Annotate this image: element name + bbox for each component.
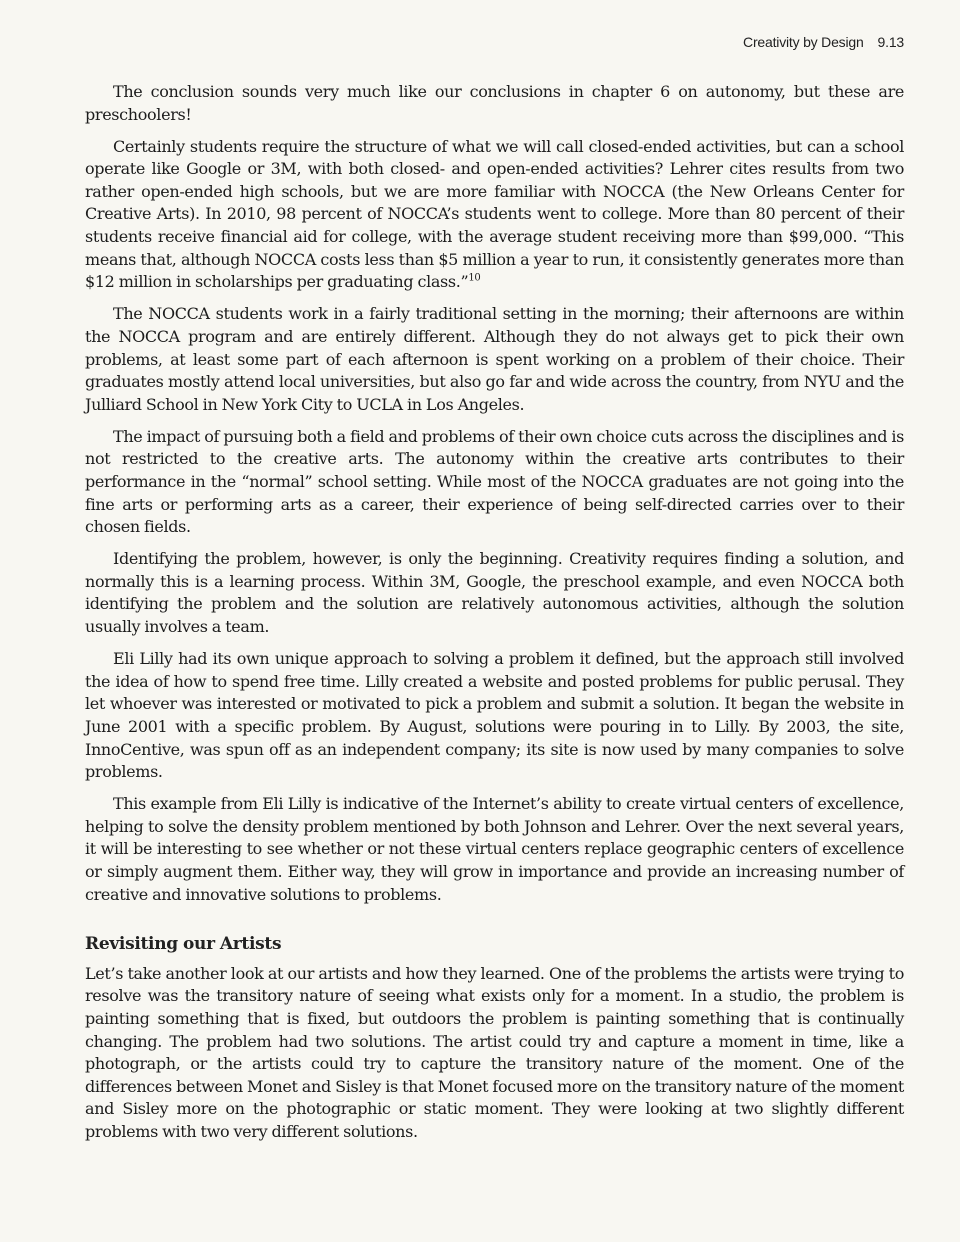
body-text <box>85 81 904 1153</box>
paragraph: The conclusion sounds very much like our conclusions in chapter 6 on autonomy, but these are preschoolers! <box>85 82 904 124</box>
running-head <box>743 34 904 50</box>
paragraph: The NOCCA students work in a fairly traditional setting in the morning; their afternoons are within the NOCCA program and are entirely different. Although they do not always get to pick their own problems, at least some part of each afternoon is spent working on a problem of their choice. Their graduates mostly attend local universities, but also go far and wide across the country, from NYU and the Julliard School in New York City to UCLA in Los Angeles. <box>85 304 904 414</box>
paragraph: Let’s take another look at our artists and how they learned. One of the problems the artists were trying to resolve was the transitory nature of seeing what exists only for a moment. In a studio, the problem is painting something that is fixed, but outdoors the problem is painting something that is continually changing. The problem had two solutions. The artist could try and capture a moment in time, like a photograph, or the artists could try to capture the transitory nature of the moment. One of the differences between Monet and Sisley is that Monet focused more on the transitory nature of the moment and Sisley more on the photographic or static moment. They were looking at two slightly different problems with two very different solutions. <box>85 963 904 1141</box>
page-number: 9.13 <box>877 34 904 50</box>
paragraph <box>85 136 904 294</box>
footnote-reference: 10 <box>468 272 481 284</box>
section-heading: Revisiting our Artists <box>85 934 282 955</box>
paragraph: This example from Eli Lilly is indicative of the Internet’s ability to create virtual centers of excellence, helping to solve the density problem mentioned by both Johnson and Lehrer. Over the next several years, it will be interesting to see whether or not these virtual centers replace geographic centers of excellence or simply augment them. Either way, they will grow in importance and provide an increasing number of creative and innovative solutions to problems. <box>85 794 904 904</box>
running-title: Creativity by Design <box>743 34 864 50</box>
paragraph-text: Certainly students require the structure of what we will call closed-ended activities, but can a school operate like Google or 3M, with both closed- and open-ended activities? Lehrer cites results from two rather open-ended high schools, but we are more familiar with NOCCA (the New Orleans Center for Creative Arts). In 2010, 98 percent of NOCCA’s students went to college. More than 80 percent of their students receive financial aid for college, with the average student receiving more than $99,000. “This means that, although NOCCA costs less than $5 million a year to run, it consistently generates more than $12 million in scholarships per graduating class.” <box>85 136 904 292</box>
paragraph: Eli Lilly had its own unique approach to solving a problem it defined, but the approach still involved the idea of how to spend free time. Lilly created a website and posted problems for public perusal. They let whoever was interested or motivated to pick a problem and submit a solution. It began the website in June 2001 with a specific problem. By August, solutions were pouring in to Lilly. By 2003, the site, InnoCentive, was spun off as an independent company; its site is now used by many companies to solve problems. <box>85 649 904 782</box>
paragraph: Identifying the problem, however, is only the beginning. Creativity requires finding a solution, and normally this is a learning process. Within 3M, Google, the preschool example, and even NOCCA both identifying the problem and the solution are relatively autonomous activities, although the solution usually involves a team. <box>85 549 904 637</box>
paragraph: The impact of pursuing both a field and problems of their own choice cuts across the disciplines and is not restricted to the creative arts. The autonomy within the creative arts contributes to their performance in the “normal” school setting. While most of the NOCCA graduates are not going into the fine arts or performing arts as a career, their experience of being self-directed carries over to their chosen fields. <box>85 426 904 537</box>
